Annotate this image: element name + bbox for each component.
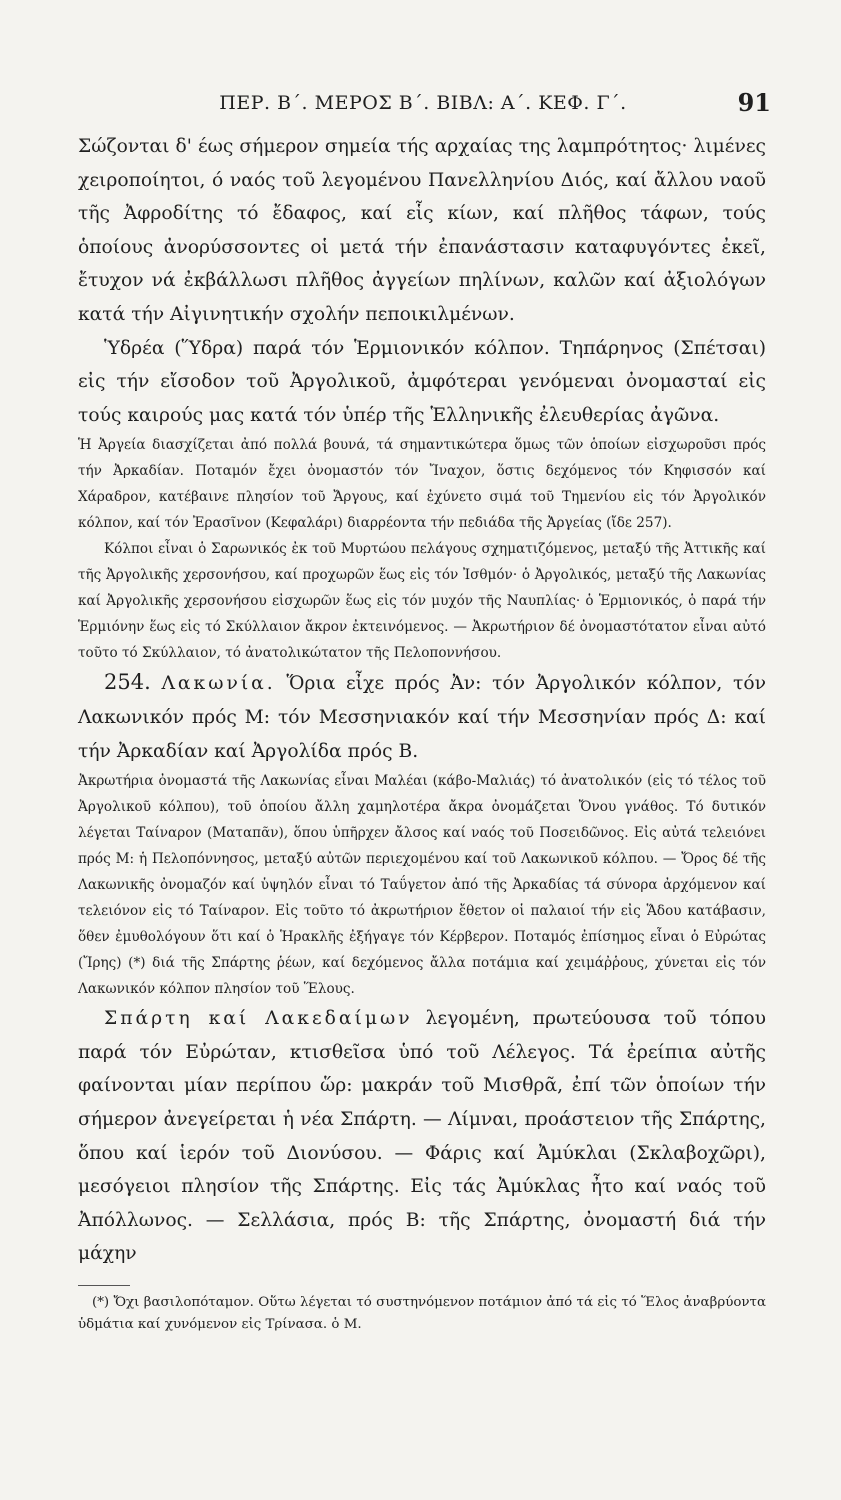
paragraph-argeia-rivers: Ἡ Ἀργεία διασχίζεται ἀπό πολλά βουνά, τά σημαντικώτερα ὅμως τῶν ὁποίων εἰσχωροῦσι πρός τήν Ἀρκαδίαν. Ποταμόν ἔχει ὀνομαστόν τόν Ἴναχον, ὅστις δεχόμενος τόν Κηφισσόν καί Χάραδρον, κατέβαινε πλησίον τοῦ Ἄργους, καί ἐχύνετο σιμά τοῦ Τημενίου εἰς τόν Ἀργολικόν κόλπον, καί τόν Ἐρασῖνον (Κεφαλάρι) διαρρέοντα τήν πεδιάδα τῆς Ἀργείας (ἴδε 257). (78, 437, 766, 532)
paragraph-sparta (78, 1002, 766, 1271)
footnote: (*) Ὄχι βασιλοπόταμον. Οὕτω λέγεται τό συστηνόμενον ποτάμιον ἀπό τά εἰς τό Ἕλος ἀναβρύοντα ὑδμάτια καί χυνόμενον εἰς Τρίνασα. ὁ Μ. (78, 1295, 766, 1332)
section-text: Ὅρια εἶχε πρός Ἀν: τόν Ἀργολικόν κόλπον, τόν Λακωνικόν πρός Μ: τόν Μεσσηνιακόν καί τήν Μεσσηνίαν πρός Δ: καί τήν Ἀρκαδίαν καί Ἀργολίδα πρός Β. (78, 673, 766, 762)
footnotes (78, 1292, 766, 1336)
sparta-text: λεγομένη, πρωτεύουσα τοῦ τόπου παρά τόν Εὐρώταν, κτισθεῖσα ὑπό τοῦ Λέλεγος. Τά ἐρείπια αὐτῆς φαίνονται μίαν περίπου ὥρ: μακράν τοῦ Μισθρᾶ, ἐπί τῶν ὁποίων τήν σήμερον ἀνεγείρεται ἡ νέα Σπάρτη. — Λίμναι, προάστειον τῆς Σπάρτης, ὅπου καί ἱερόν τοῦ Διονύσου. — Φάρις καί Ἀμύκλαι (Σκλαβοχῶρι), μεσόγειοι πλησίον τῆς Σπάρτης. Εἰς τάς Ἀμύκλας ἦτο καί ναός τοῦ Ἀπόλλωνος. — Σελλάσια, πρός Β: τῆς Σπάρτης, ὀνομαστή διά τήν μάχην (78, 1008, 766, 1265)
running-head: ΠΕΡ. Β΄. ΜΕΡΟΣ Β΄. ΒΙΒΛ: Α΄. ΚΕΦ. Γ΄. (219, 92, 627, 114)
paragraph-gulfs: Κόλποι εἶναι ὁ Σαρωνικός ἐκ τοῦ Μυρτώου πελάγους σχηματιζόμενος, μεταξύ τῆς Ἀττικῆς καί τῆς Ἀργολικῆς χερσονήσου, καί προχωρῶν ἕως εἰς τόν Ἰσθμόν· ὁ Ἀργολικός, μεταξύ τῆς Λακωνίας καί Ἀργολικῆς χερσονήσου εἰσχωρῶν ἕως εἰς τόν μυχόν τῆς Ναυπλίας· ὁ Ἑρμιονικός, ὁ παρά τήν Ἑρμιόνην ἕως εἰς τό Σκύλλαιον ἄκρον ἐκτεινόμενος. — Ἀκρωτήριον δέ ὀνομαστότατον εἶναι αὐτό τοῦτο τό Σκύλλαιον, τό ἀνατολικώτατον τῆς Πελοποννήσου. (78, 541, 766, 662)
paragraph-laconia (78, 666, 766, 768)
body-text (78, 130, 766, 1271)
paragraph-capes: Ἀκρωτήρια ὀνομαστά τῆς Λακωνίας εἶναι Μαλέαι (κάβο-Μαλιάς) τό ἀνατολικόν (εἰς τό τέλος τοῦ Ἀργολικοῦ κόλπου), τοῦ ὁποίου ἄλλη χαμηλοτέρα ἄκρα ὀνομάζεται Ὄνου γνάθος. Τό δυτικόν λέγεται Ταίναρον (Ματαπᾶν), ὅπου ὑπῆρχεν ἄλσος καί ναός τοῦ Ποσειδῶνος. Εἰς αὐτά τελειόνει πρός Μ: ἡ Πελοπόννησος, μεταξύ αὐτῶν περιεχομένου καί τοῦ Λακωνικοῦ κόλπου. — Ὄρος δέ τῆς Λακωνικῆς ὀνομαζόν καί ὑψηλόν εἶναι τό Ταΰγετον ἀπό τῆς Ἀρκαδίας τά σύνορα ἀρχόμενον καί τελειόνον εἰς τό Ταίναρον. Εἰς τοῦτο τό ἀκρωτήριον ἔθετον οἱ παλαιοί τήν εἰς Ἅδου κατάβασιν, ὅθεν ἐμυθολόγουν ὅτι καί ὁ Ἡρακλῆς ἐξήγαγε τόν Κέρβερον. Ποταμός ἐπίσημος εἶναι ὁ Εὐρώτας (Ἴρης) (*) διά τῆς Σπάρτης ῥέων, καί δεχόμενος ἄλλα ποτάμια καί χειμάῤῥους, χύνεται εἰς τόν Λακωνικόν κόλπον πλησίον τοῦ Ἕλους. (78, 773, 766, 998)
sparta-title: Σπάρτη καί Λακεδαίμων (104, 1008, 413, 1030)
section-number: 254. (104, 670, 151, 695)
section-title: Λακωνία. (161, 673, 276, 695)
footnote-divider (78, 1285, 130, 1286)
page-number: 91 (737, 88, 771, 117)
page-header (78, 88, 771, 120)
paragraph-hydra-spetses: Ὑδρέα (Ὕδρα) παρά τόν Ἑρμιονικόν κόλπον. Τηπάρηνος (Σπέτσαι) εἰς τήν εἴσοδον τοῦ Ἀργολικοῦ, ἀμφότεραι γενόμεναι ὀνομασταί εἰς τούς καιρούς μας κατά τόν ὑπέρ τῆς Ἑλληνικῆς ἐλευθερίας ἀγῶνα. (78, 337, 766, 426)
paragraph-aegina: Σώζονται δ' έως σήμερον σημεία τής αρχαίας της λαμπρότητος· λιμένες χειροποίητοι, ό ναός τοῦ λεγομένου Πανελληνίου Διός, καί ἄλλου ναοῦ τῆς Ἀφροδίτης τό ἔδαφος, καί εἷς κίων, καί πλῆθος τάφων, τούς ὁποίους ἀνορύσσοντες οἱ μετά τήν ἐπανάστασιν καταφυγόντες ἐκεῖ, ἔτυχον νά ἐκβάλλωσι πλῆθος ἀγγείων πηλίνων, καλῶν καί ἀξιολόγων κατά τήν Αἰγινητικήν σχολήν πεποικιλμένων. (78, 136, 766, 325)
